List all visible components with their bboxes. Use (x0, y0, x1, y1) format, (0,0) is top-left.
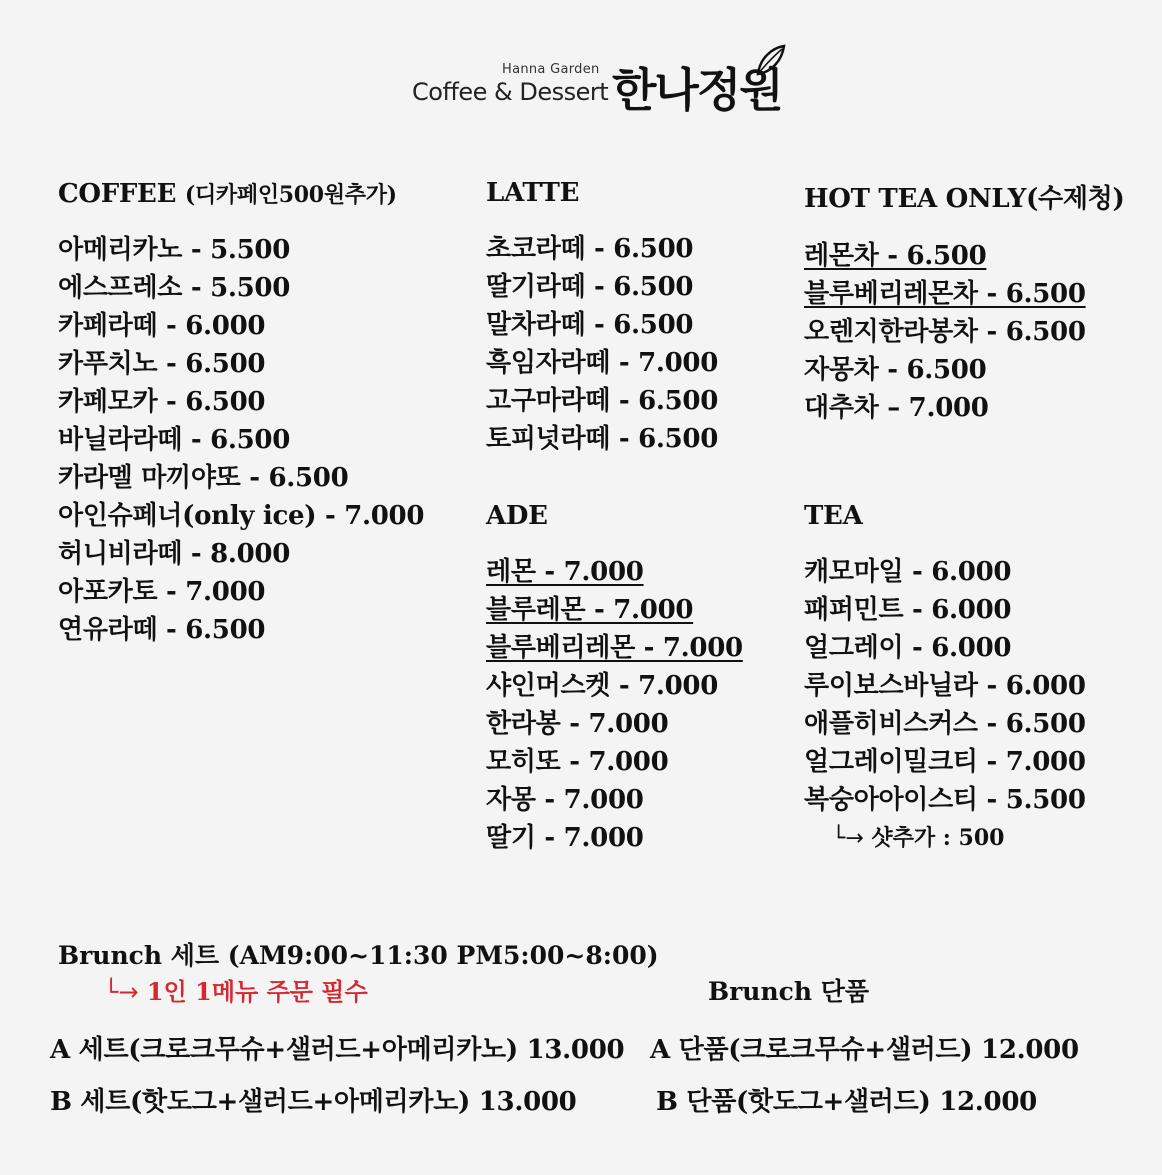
latte-heading: LATTE (486, 178, 580, 208)
latte-list (486, 230, 718, 458)
logo (412, 44, 782, 117)
menu-item: 딸기 - 7.000 (486, 823, 644, 853)
hot-tea-list (804, 237, 1124, 427)
return-arrow-icon: └→ (832, 826, 864, 851)
logo-title-kr: 한나정원 (612, 63, 782, 117)
menu-item: 레몬 - 7.000 (486, 557, 644, 587)
brunch-set-title: Brunch 세트 (AM9:00~11:30 PM5:00~8:00) (58, 941, 659, 970)
menu-item: 아메리카노 - 5.500 (58, 235, 290, 265)
menu-item: 애플히비스커스 - 6.500 (804, 709, 1086, 739)
coffee-list (58, 231, 424, 649)
menu-item: 허니비라떼 - 8.000 (58, 539, 290, 569)
coffee-section (58, 178, 424, 649)
menu-item: 연유라떼 - 6.500 (58, 615, 266, 645)
menu-item: 자몽차 - 6.500 (804, 355, 987, 385)
menu-item: 고구마라떼 - 6.500 (486, 386, 718, 416)
logo-subtitle: Hanna Garden (502, 62, 600, 77)
ade-section (486, 501, 743, 857)
shot-add-note (832, 821, 1086, 852)
logo-title-en: Coffee & Dessert (412, 78, 609, 106)
coffee-heading-note: (디카페인500원추가) (184, 182, 397, 208)
menu-item: 패퍼민트 - 6.000 (804, 595, 1012, 625)
ade-heading: ADE (486, 501, 548, 531)
menu-item: 자몽 - 7.000 (486, 785, 644, 815)
tea-heading: TEA (804, 501, 863, 531)
ade-list (486, 553, 743, 857)
menu-item: 아인슈페너(only ice) - 7.000 (58, 501, 425, 531)
menu-item: 블루베리레몬차 - 6.500 (804, 279, 1086, 309)
brunch-set-note-text: 1인 1메뉴 주문 필수 (146, 977, 368, 1006)
brunch-set-b: B 세트(핫도그+샐러드+아메리카노) 13.000 (50, 1087, 577, 1117)
menu-item: 말차라떼 - 6.500 (486, 310, 694, 340)
hot-tea-heading: HOT TEA ONLY(수제청) (804, 184, 1125, 214)
menu-item: 블루레몬 - 7.000 (486, 595, 694, 625)
menu-item: 카푸치노 - 6.500 (58, 349, 266, 379)
menu-item: 얼그레이 - 6.000 (804, 633, 1012, 663)
menu-item: 카페모카 - 6.500 (58, 387, 266, 417)
menu-item: 얼그레이밀크티 - 7.000 (804, 747, 1086, 777)
brunch-set-a: A 세트(크로크무슈+샐러드+아메리카노) 13.000 (50, 1035, 625, 1065)
menu-item: 대추차 – 7.000 (804, 393, 989, 423)
menu-item: 루이보스바닐라 - 6.000 (804, 671, 1086, 701)
menu-item: 딸기라떼 - 6.500 (486, 272, 694, 302)
menu-item: 흑임자라떼 - 7.000 (486, 348, 718, 378)
menu-item: 카라멜 마끼야또 - 6.500 (58, 463, 349, 493)
tea-list (804, 553, 1086, 819)
menu-item: 초코라떼 - 6.500 (486, 234, 694, 264)
brunch-single-a: A 단품(크로크무슈+샐러드) 12.000 (650, 1035, 1079, 1065)
menu-item: 오렌지한라봉차 - 6.500 (804, 317, 1086, 347)
brunch-set-note (104, 972, 368, 1007)
coffee-heading-title: COFFEE (58, 179, 177, 209)
leaf-icon (752, 44, 788, 80)
return-arrow-icon: └→ (104, 978, 139, 1006)
brunch-single-b: B 단품(핫도그+샐러드) 12.000 (656, 1087, 1037, 1117)
menu-item: 한라봉 - 7.000 (486, 709, 669, 739)
menu-item: 카페라떼 - 6.000 (58, 311, 266, 341)
menu-item: 복숭아아이스티 - 5.500 (804, 785, 1086, 815)
tea-section (804, 501, 1086, 852)
menu-item: 캐모마일 - 6.000 (804, 557, 1012, 587)
latte-section (486, 178, 718, 458)
menu-item: 토피넛라떼 - 6.500 (486, 424, 718, 454)
menu-item: 모히또 - 7.000 (486, 747, 669, 777)
menu-item: 레몬차 - 6.500 (804, 241, 987, 271)
menu-item: 바닐라라떼 - 6.500 (58, 425, 290, 455)
shot-add-text: 샷추가 : 500 (871, 825, 1005, 851)
menu-item: 블루베리레몬 - 7.000 (486, 633, 743, 663)
brunch-single-title: Brunch 단품 (708, 977, 870, 1006)
menu-item: 아포카토 - 7.000 (58, 577, 266, 607)
menu-item: 에스프레소 - 5.500 (58, 273, 290, 303)
hot-tea-section (804, 178, 1124, 427)
coffee-heading (58, 178, 424, 209)
menu-item: 샤인머스켓 - 7.000 (486, 671, 718, 701)
